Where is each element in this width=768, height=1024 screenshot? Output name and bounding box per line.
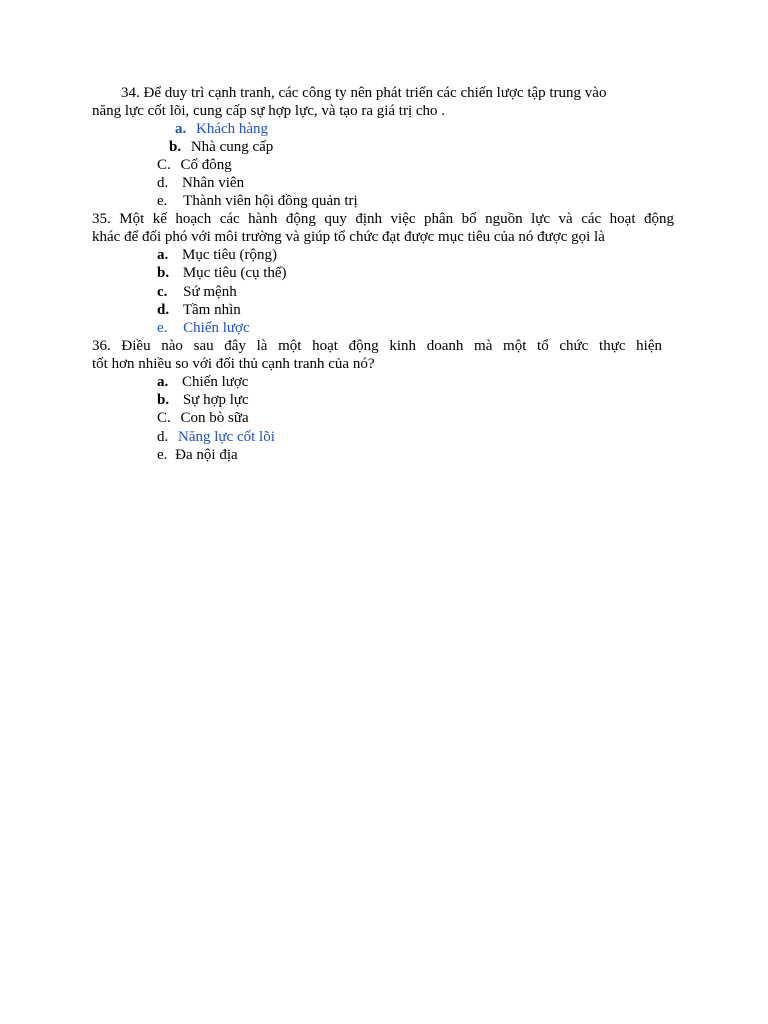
question-36-option-b <box>157 391 249 409</box>
question-35-option-c <box>157 283 237 301</box>
question-35-option-a <box>157 246 277 264</box>
option-marker: C. <box>157 410 171 426</box>
option-marker: d. <box>157 429 169 445</box>
question-35-stem-line-2: khác để đối phó với môi trường và giúp tổ chức đạt được mục tiêu của nó được gọi là <box>92 229 605 245</box>
question-34-option-c <box>157 156 232 174</box>
option-marker: a. <box>157 247 169 263</box>
question-35-option-e <box>157 319 250 337</box>
option-text: Sự hợp lực <box>182 392 249 408</box>
option-marker: c. <box>157 284 168 300</box>
option-text: Khách hàng <box>196 121 269 137</box>
question-35-option-b <box>157 264 287 282</box>
option-marker: e. <box>157 447 168 463</box>
option-marker: a. <box>175 121 187 137</box>
question-36-stem-line-1: 36. Điều nào sau đây là một hoạt động kinh doanh mà một tổ chức thực hiện <box>92 338 662 354</box>
option-marker: d. <box>157 175 169 191</box>
option-marker: e. <box>157 193 168 209</box>
option-marker: b. <box>157 392 170 408</box>
question-34-option-e <box>157 192 358 210</box>
option-text: Cổ đông <box>180 157 232 173</box>
option-marker: e. <box>157 320 168 336</box>
option-marker: b. <box>169 139 182 155</box>
question-36-option-e <box>157 446 238 464</box>
question-36-option-c <box>157 409 249 427</box>
option-text: Thành viên hội đồng quản trị <box>183 193 358 209</box>
option-text: Mục tiêu (cụ thể) <box>182 265 287 281</box>
option-text: Con bò sữa <box>180 410 249 426</box>
option-marker: C. <box>157 157 171 173</box>
option-marker: d. <box>157 302 170 318</box>
question-36-option-a <box>157 373 248 391</box>
question-34-stem-line-2: năng lực cốt lõi, cung cấp sự hợp lực, và tạo ra giá trị cho . <box>92 103 446 119</box>
question-34-option-b <box>169 138 273 156</box>
option-text: Tầm nhìn <box>182 302 241 318</box>
question-34-stem-line-1: 34. Để duy trì cạnh tranh, các công ty nên phát triển các chiến lược tập trung vào <box>121 85 607 101</box>
option-text: Mục tiêu (rộng) <box>182 247 277 263</box>
question-35-stem-line-1: 35. Một kế hoạch các hành động quy định việc phân bổ nguồn lực và các hoạt động <box>92 211 674 227</box>
option-text: Chiến lược <box>182 374 249 390</box>
option-text: Nhà cung cấp <box>190 139 274 155</box>
option-text: Chiến lược <box>183 320 250 336</box>
option-marker: a. <box>157 374 169 390</box>
question-34-option-d <box>157 174 244 192</box>
question-34-option-a <box>175 120 268 138</box>
question-36-option-d <box>157 428 275 446</box>
option-text: Đa nội địa <box>175 447 238 463</box>
option-text: Sứ mệnh <box>183 284 237 300</box>
option-text: Nhân viên <box>182 175 245 191</box>
question-35-option-d <box>157 301 241 319</box>
option-marker: b. <box>157 265 170 281</box>
question-36-stem-line-2: tốt hơn nhiều so với đối thủ cạnh tranh của nó? <box>92 356 375 372</box>
option-text: Năng lực cốt lõi <box>178 429 275 445</box>
